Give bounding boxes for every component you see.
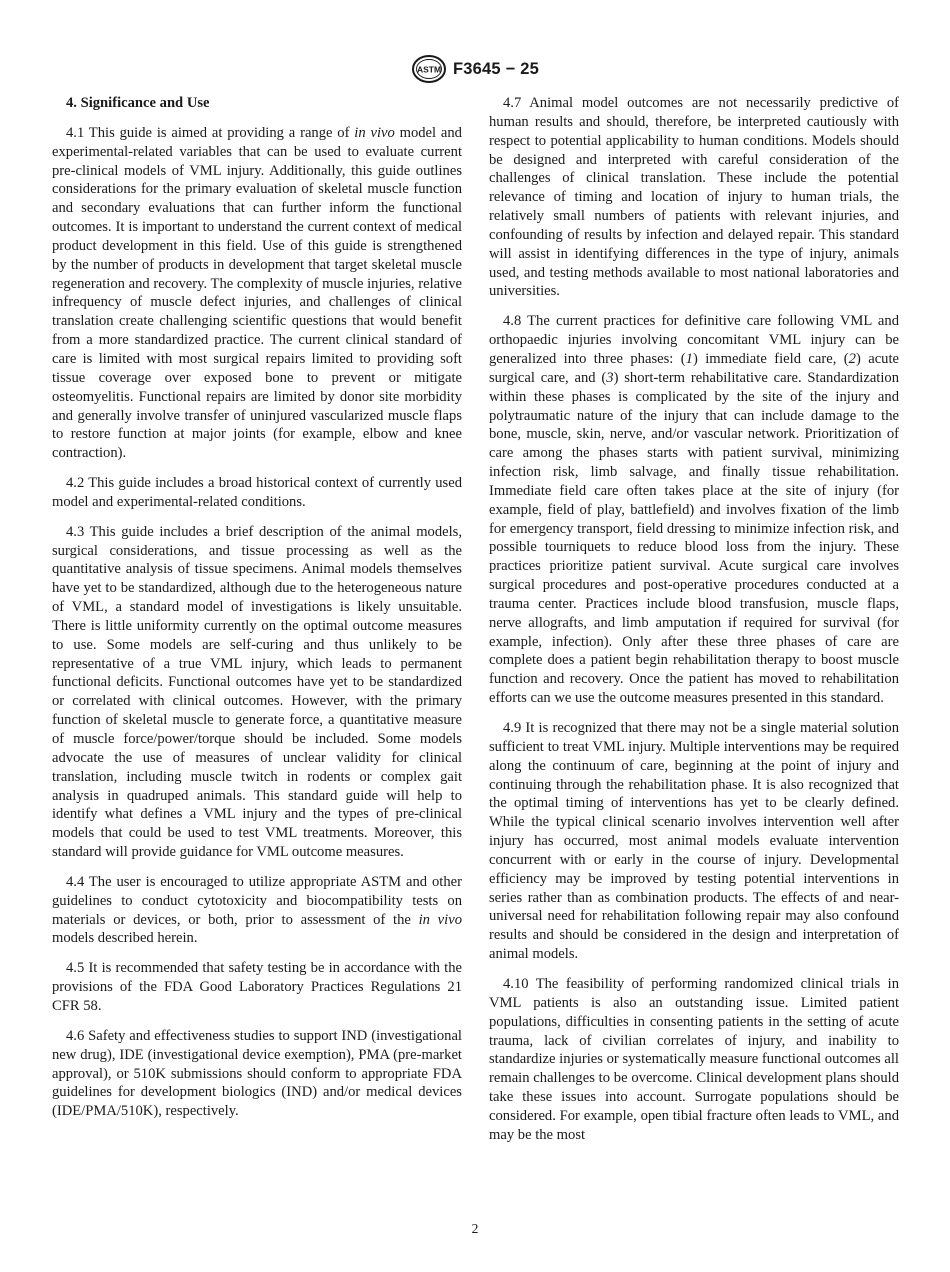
italic-term: in vivo (354, 124, 395, 141)
left-column (52, 94, 462, 1121)
paragraph-4-9: 4.9 It is recognized that there may not be a single material solution sufficient to treat VML injury. Multiple interventions may be required along the continuum of care, beginning at the point of injury and continuing through the rehabilitation phase. It is also recognized that the optimal timing of interventions has yet to be clearly defined. While the typical clinical scenario involves intervention well after injury has occurred, most animal models evaluate intervention concurrent with or early in the course of injury. Developmental efficiency may be improved by testing potential interventions in series rather than as combination products. The effects of and near-universal need for rehabilitation following repair may also confound results and should be considered in the design and interpretation of animal models. (489, 720, 899, 963)
paragraph-4-8: 4.8 The current practices for definitive care following VML and orthopaedic injuries involving concomitant VML injury can be generalized into three phases: (1) immediate field care, (2) acute surgical care, and (3) short-term rehabilitative care. Standardization within these phases is complicated by the site of the injury and polytraumatic nature of the injury that can include damage to the bone, muscle, skin, nerve, and/or vascular network. Prioritization of care among the phases starts with patient survival, minimizing infection risk, limb salvage, and finally tissue rehabilitation. Immediate field care often takes place at the site of injury (for example, field of play, battlefield) and involves fixation of the limb for emergency transport, field dressing to minimize infection risk, and possible tourniquets to reduce blood loss from the injury. These practices prioritize patient survival. Acute surgical care involves surgical procedures and post-operative procedures conducted at a trauma center. Practices include blood transfusion, muscle flaps, nerve allografts, and limb amputation if required for survival (for example, infection). Only after these three phases of care are complete does a patient begin rehabilitation therapy to boost muscle function and recovery. Once the patient has moved to rehabilitation efforts can we use the outcome measures presented in this standard. (489, 313, 900, 707)
paragraph-4-7: 4.7 Animal model outcomes are not necessarily predictive of human results and should, therefore, be interpreted cautiously with respect to potential applicability to human conditions. Models should be designed and interpreted with careful consideration of the challenges of clinical translation. These include the potential relevance of timing and location of injury to human trials, the relatively small numbers of patients with relevant injuries, and confounding of results by infection and delayed repair. This standard will assist in identifying differences in the type of injury, animals used, and testing methods available to most national laboratories and universities. (489, 95, 899, 300)
standard-designation: F3645 − 25 (453, 59, 539, 78)
paragraph-4-2: 4.2 This guide includes a broad historical context of currently used model and experimental-related conditions. (52, 475, 462, 510)
italic-term: in vivo (418, 911, 462, 928)
page-header (0, 54, 950, 84)
italic-term: 3 (606, 369, 614, 386)
paragraph-4-1: 4.1 This guide is aimed at providing a range of in vivo model and experimental-related variables that can be used to evaluate current pre-clinical models of VML injury. Additionally, this guide outlines considerations for the primary evaluation of skeletal muscle function and secondary evaluations that can further inform the functional outcomes. It is important to understand the current context of medical product development in this field. Use of this guide is strengthened by the number of products in development that target skeletal muscle regeneration and recovery. The complexity of muscle injuries, relative infrequency of muscle defect injuries, and challenges of clinical translation create challenging scientific questions that would benefit from a more standardized practice. The current clinical standard of care is limited with most surgical repairs limited to providing soft tissue coverage over exposed bone to prevent or mitigate osteomyelitis. Functional repairs are limited by donor site morbidity and generally involve transfer of uninjured vascularized muscle flaps to restore function at major joints (for example, elbow and knee contraction). (52, 124, 462, 462)
page-number: 2 (471, 1221, 479, 1236)
paragraph-4-5: 4.5 It is recommended that safety testing be in accordance with the provisions of the FDA Good Laboratory Practices Regulations 21 CFR 58. (52, 960, 462, 1014)
section-heading: 4. Significance and Use (66, 95, 210, 111)
paragraph-4-3: 4.3 This guide includes a brief description of the animal models, surgical considerations, and tissue processing as well as the quantitative analysis of tissue specimens. Animal models themselves have yet to be standardized, although due to the heterogeneous nature of VML, a standard model of investigations is likely unsuitable. There is little uniformity currently on the optimal outcome measures to use. Some models are self-curing and thus unlikely to be representative of a true VML injury, which leads to permanent functional deficits. Functional outcomes have yet to be standardized or correlated with clinical outcomes. However, with the primary function of skeletal muscle to generate force, a quantitative measure of muscle force/power/torque should be included. Some models advocate the use of measures of unclear validity for clinical translation, including muscle twitch in rodents or complex gait analysis in quadruped animals. This standard guide will help to identify what defines a VML injury and the types of pre-clinical models that could be used to test VML treatments. Moreover, this standard will provide guidance for VML outcome measures. (52, 523, 462, 861)
italic-term: 2 (848, 350, 856, 367)
astm-logo-icon (411, 54, 447, 84)
logo-text: ASTM (416, 64, 442, 75)
paragraph-4-6: 4.6 Safety and effectiveness studies to support IND (investigational new drug), IDE (investigational device exemption), PMA (pre-market approval), or 510K submissions should conform to appropriate FDA guidelines for development biologics (IND) and/or medical devices (IDE/PMA/510K), respectively. (52, 1027, 462, 1120)
paragraph-4-10: 4.10 The feasibility of performing randomized clinical trials in VML patients is also an outstanding issue. Limited patient populations, difficulties in consenting patients in the setting of acute trauma, lack of civilian correlates of injury, and inability to standardize injuries or systematically measure functional outcomes all remain challenges to be overcome. Clinical development plans should take these issues into account. Surrogate populations should be considered. For example, open tibial fracture often leads to VML, and may be the most (489, 975, 899, 1143)
paragraph-4-4: 4.4 The user is encouraged to utilize appropriate ASTM and other guidelines to conduct cytotoxicity and biocompatibility tests on materials or devices, or both, prior to assessment of the in vivo models described herein. (52, 873, 462, 947)
right-column (489, 94, 899, 1145)
italic-term: 1 (685, 350, 693, 367)
